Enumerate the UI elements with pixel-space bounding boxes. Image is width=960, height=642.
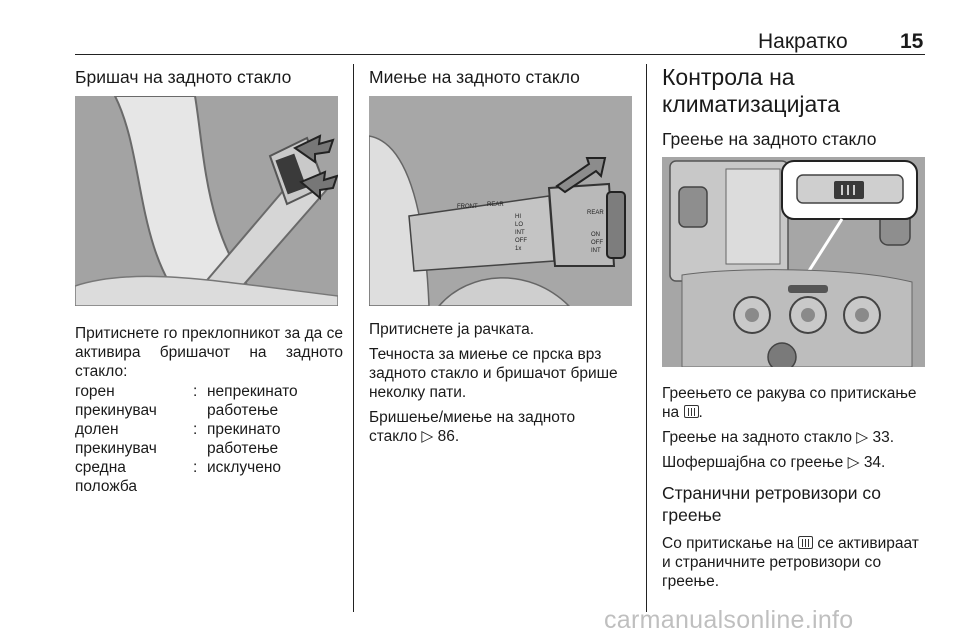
rear-washer-text bbox=[369, 320, 634, 446]
label-rear-right: REAR bbox=[587, 210, 604, 216]
page-number: 15 bbox=[900, 30, 924, 53]
chapter-title-climate-control: Контрола на климатизацијата bbox=[662, 64, 840, 117]
label-int-right: INT bbox=[591, 248, 601, 254]
section-heading-rear-washer: Миење на задното стакло bbox=[369, 67, 580, 87]
defrost-operation bbox=[662, 384, 927, 422]
windshield-crossref-text: Шофершајбна со греење bbox=[662, 454, 844, 471]
defrost-crossref-text: Греење на задното стакло bbox=[662, 429, 852, 446]
washer-crossref-page[interactable]: 86. bbox=[437, 428, 460, 445]
column-divider-2 bbox=[646, 64, 647, 612]
rear-wiper-text bbox=[75, 324, 343, 381]
figure-rear-wiper-stalk bbox=[75, 96, 338, 306]
label-lo: LO bbox=[515, 222, 524, 228]
label-front: FRONT bbox=[457, 204, 478, 210]
definition-colon: : bbox=[193, 383, 198, 400]
rear-defrost-text bbox=[662, 384, 927, 591]
figure-climate-panel bbox=[662, 157, 925, 367]
section-heading-rear-defrost: Греење на задното стакло bbox=[662, 129, 877, 149]
label-off: OFF bbox=[515, 238, 527, 244]
column-1 bbox=[75, 66, 340, 88]
definition-colon: : bbox=[193, 421, 198, 438]
label-hi: HI bbox=[515, 214, 521, 220]
definition-desc: непрекинато работење bbox=[207, 383, 298, 419]
section-heading-rear-wiper: Бришач на задното стакло bbox=[75, 67, 292, 87]
definition-list bbox=[75, 382, 345, 495]
column-2 bbox=[369, 66, 634, 88]
washer-crossref-text: Бришење/миење на задното стакло bbox=[369, 409, 576, 445]
label-on: ON bbox=[591, 232, 600, 238]
label-off-right: OFF bbox=[591, 240, 603, 246]
column-divider-1 bbox=[353, 64, 354, 612]
header-rule bbox=[75, 54, 925, 55]
washer-step-2: Течноста за миење се прска врз задното стакло и бришачот брише неколку пати. bbox=[369, 346, 618, 401]
definition-colon: : bbox=[193, 459, 198, 476]
heated-mirrors-paragraph bbox=[662, 534, 927, 591]
heated-mirrors-text-a: Со притискање на bbox=[662, 535, 794, 552]
rear-defrost-icon bbox=[684, 405, 699, 418]
column-3 bbox=[662, 64, 927, 150]
heated-mirrors-text-b: се активираат и страничните ретровизори со греење. bbox=[662, 535, 919, 590]
watermark: carmanualsonline.info bbox=[604, 606, 854, 634]
page-header-title: Накратко bbox=[758, 30, 848, 53]
defrost-operation-text: Греењето се ракува со притискање на bbox=[662, 385, 917, 421]
crossref-arrow-icon: ▷ bbox=[847, 454, 860, 471]
windshield-crossref-page[interactable]: 34. bbox=[863, 454, 886, 471]
section-heading-heated-mirrors: Странични ретровизори со греење bbox=[662, 483, 882, 525]
washer-crossref bbox=[369, 408, 599, 446]
crossref-arrow-icon: ▷ bbox=[856, 429, 869, 446]
definition-desc: прекинато работење bbox=[207, 421, 281, 457]
windshield-crossref bbox=[662, 453, 927, 472]
definition-term: горен прекинувач bbox=[75, 383, 157, 419]
definition-desc: исклучено bbox=[207, 459, 282, 476]
label-rear: REAR bbox=[487, 202, 504, 208]
label-int: INT bbox=[515, 230, 525, 236]
washer-step-1: Притиснете ја рачката. bbox=[369, 321, 535, 338]
defrost-crossref-page[interactable]: 33. bbox=[872, 429, 895, 446]
definition-term: долен прекинувач bbox=[75, 421, 157, 457]
definition-term: средна положба bbox=[75, 459, 138, 495]
crossref-arrow-icon: ▷ bbox=[421, 428, 434, 445]
label-1x: 1x bbox=[515, 246, 522, 252]
rear-wiper-paragraph: Притиснете го преклопникот за да се активира бришачот на задното стакло: bbox=[75, 325, 343, 380]
defrost-crossref bbox=[662, 428, 927, 447]
defrost-operation-end: . bbox=[698, 404, 703, 421]
rear-defrost-icon bbox=[798, 536, 813, 549]
figure-rear-washer-stalk bbox=[369, 96, 632, 306]
